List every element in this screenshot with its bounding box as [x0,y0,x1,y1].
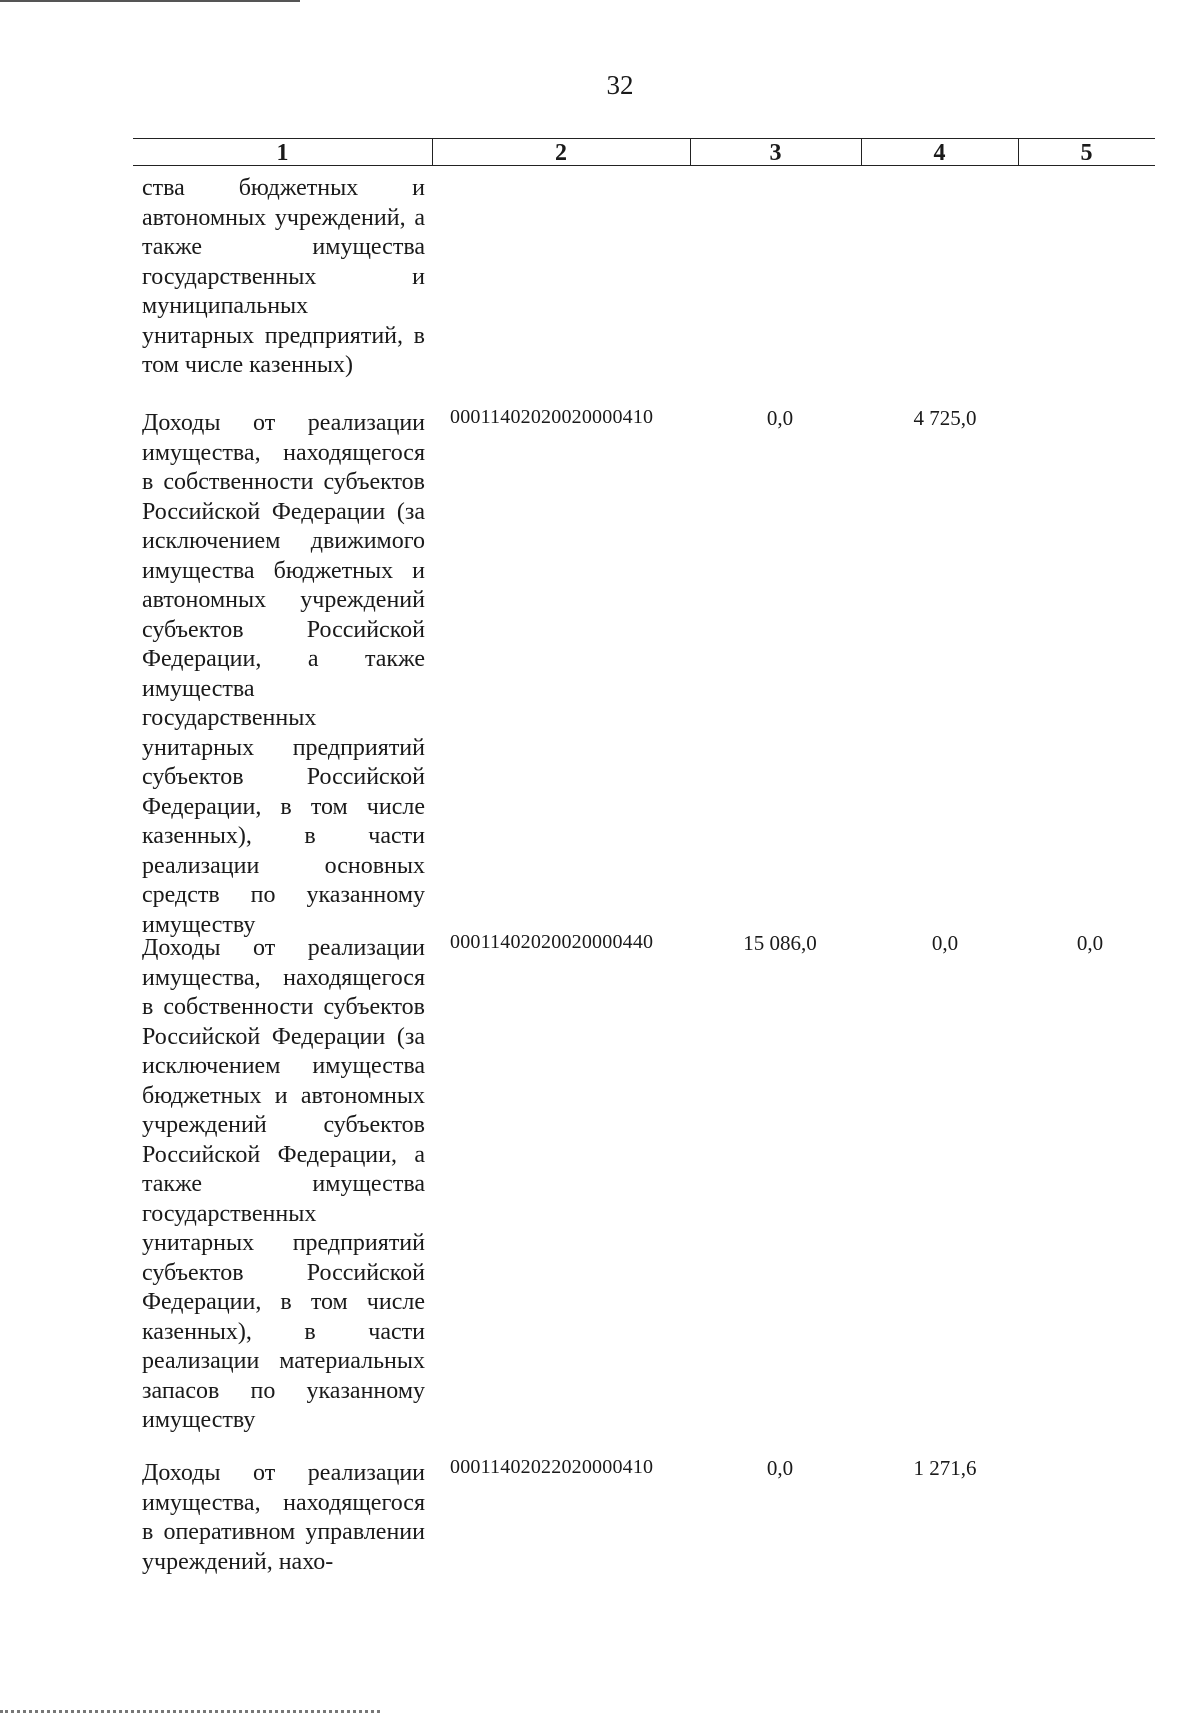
value-col3: 0,0 [766,1456,794,1480]
row-description: Доходы от реализации имущества, находящегося в оперативном управлении учреждений, нахо- [142,1460,425,1575]
column-header-5: 5 [1080,140,1093,166]
value-col4: 4 725,0 [913,406,977,430]
value-col3: 15 086,0 [743,931,817,955]
scan-edge-noise [0,1710,380,1713]
column-header-2: 2 [555,140,567,166]
column-header-1: 1 [276,140,289,166]
page-number: 32 [606,70,634,100]
budget-code: 00011402022020000410 [450,1456,654,1478]
row-description: Доходы от реализации имущества, находящегося в собственности субъектов Российской Федерации (за исключением имущества бюджетных и автономных учреждений субъектов Российской Федерации, а также имущества государственных унитарных предприятий субъектов Российской Федерации, в том числе казенных), в части реализации материальных запасов по указанному имуществу [142,935,425,1433]
scan-edge-line [0,0,300,2]
value-col3: 0,0 [766,406,794,430]
value-col4: 0,0 [931,931,959,955]
budget-code: 00011402020020000440 [450,931,654,953]
value-col5: 0,0 [1076,931,1104,955]
column-header-4: 4 [933,140,946,166]
row-description: Доходы от реализации имущества, находящегося в собственности субъектов Российской Федерации (за исключением движимого имущества бюджетных и автономных учреждений субъектов Российской Федерации, а также имущества государственных унитарных предприятий субъектов Российской Федерации, в том числе казенных), в части реализации основных средств по указанному имуществу [142,410,425,938]
table-header-top-border [133,138,1155,139]
value-col4: 1 271,6 [913,1456,977,1480]
column-header-3: 3 [769,140,782,166]
row-description: ства бюджетных и автономных учреждений, а также имущества государственных и муниципальных унитарных предприятий, в том числе казенных) [142,175,425,378]
budget-code: 00011402020020000410 [450,406,654,428]
